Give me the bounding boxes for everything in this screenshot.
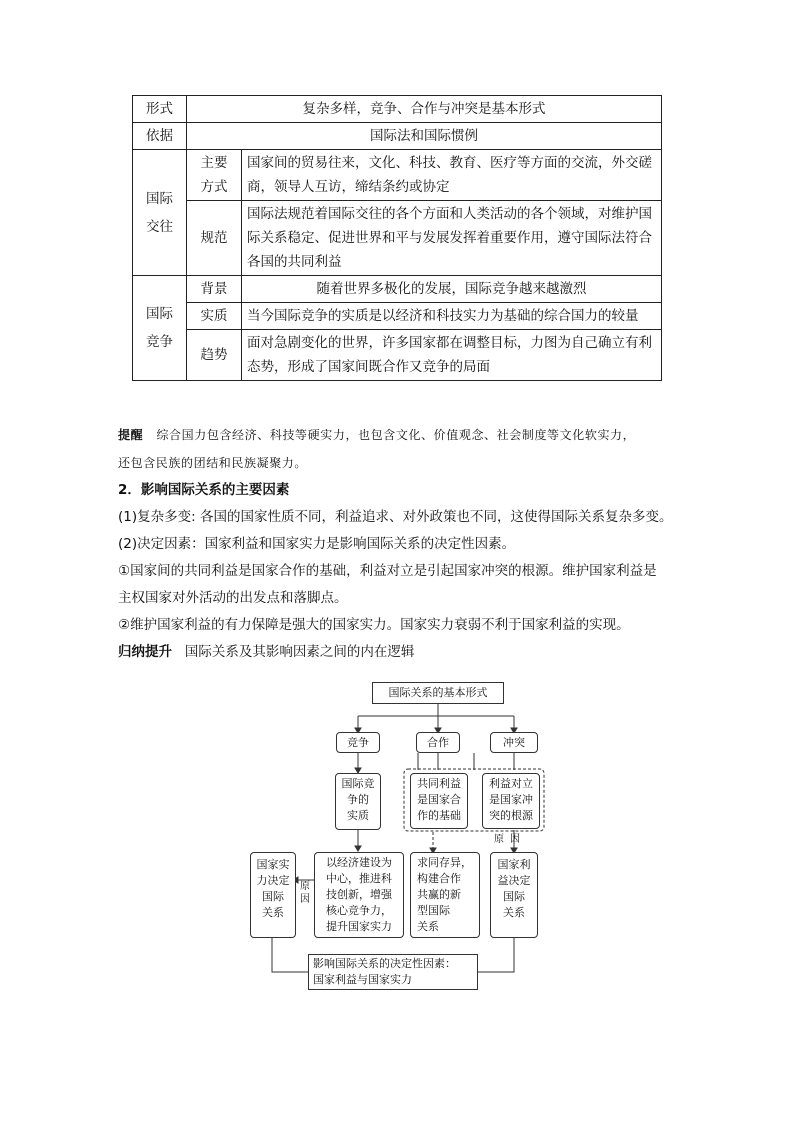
group-label-text: 国际交往 — [146, 190, 173, 235]
box-line: 共同利益 — [417, 777, 461, 790]
box-line: 国家利益与国家实力 — [313, 973, 412, 986]
sub-label: 趋势 — [187, 330, 242, 381]
box-line: 技创新，增强 — [326, 888, 392, 901]
box-line: 影响国际关系的决定性因素： — [313, 957, 456, 970]
paragraph: 主权国家对外活动的出发点和落脚点。 — [118, 590, 348, 606]
label-char: 原 — [300, 881, 310, 892]
box-line: 国家利 — [497, 858, 531, 871]
label-cause: 原因 — [494, 834, 526, 845]
section-heading: 2．影响国际关系的主要因素 — [118, 482, 290, 498]
box-line: 力决定 — [256, 874, 290, 887]
box-line: 提升国家实力 — [326, 920, 392, 933]
box-line: 核心竞争力， — [326, 904, 392, 917]
box-basic-forms: 国际关系的基本形式 — [372, 682, 504, 704]
table-row — [133, 150, 662, 201]
box-line: 是国家合 — [417, 793, 461, 806]
box-line: 作的基础 — [417, 809, 461, 822]
label-char: 因 — [300, 894, 310, 905]
box-interest-decides — [490, 852, 538, 938]
box-conflict: 冲突 — [490, 732, 538, 753]
summary-heading — [118, 641, 414, 663]
box-line: 共赢的新 — [417, 888, 461, 901]
box-line: 国际 — [503, 890, 525, 903]
box-decisive-factors — [308, 954, 478, 990]
box-line: 益决定 — [497, 874, 531, 887]
sub-label — [187, 150, 242, 201]
box-line: 求同存异， — [417, 856, 472, 869]
box-cooperate: 合作 — [416, 732, 460, 753]
box-strength-decides — [250, 852, 296, 938]
label-cause-vertical — [300, 880, 310, 906]
sub-label-text: 主要方式 — [200, 155, 228, 195]
group-label — [133, 276, 187, 381]
box-line: 关系 — [417, 920, 439, 933]
sub-label: 背景 — [187, 276, 242, 303]
box-line: 国家实 — [256, 858, 290, 871]
summary-table — [132, 95, 662, 381]
box-line: 利益对立 — [489, 777, 533, 790]
tip-label: 提醒 — [118, 428, 144, 442]
row-content: 面对急剧变化的世界，许多国家都在调整目标，力图为自己确立有利态势，形成了国家间既合作又竞争的局面 — [242, 330, 662, 381]
box-compete-essence — [335, 773, 381, 830]
box-line: 国际 — [262, 890, 284, 903]
box-line: 中心，推进科 — [326, 872, 392, 885]
box-build-strength — [314, 852, 404, 938]
table-row — [133, 276, 662, 303]
box-line: 争的 — [347, 793, 369, 806]
tip-line-2: 还包含民族的团结和民族凝聚力。 — [118, 456, 308, 470]
group-label — [133, 150, 187, 276]
row-content: 复杂多样，竞争、合作与冲突是基本形式 — [187, 96, 662, 123]
box-opposed-interest — [482, 773, 540, 829]
table-row — [133, 201, 662, 276]
row-content: 国际法规范着国际交往的各个方面和人类活动的各个领域，对维护国际关系稳定、促进世界和平与发展发挥着重要作用，遵守国际法符合各国的共同利益 — [242, 201, 662, 276]
box-line: 突的根源 — [489, 809, 533, 822]
sub-label: 规范 — [187, 201, 242, 276]
row-content: 国家间的贸易往来，文化、科技、教育、医疗等方面的交流，外交磋商，领导人互访，缔结条约或协定 — [242, 150, 662, 201]
logic-diagram — [248, 676, 548, 996]
sub-label: 实质 — [187, 303, 242, 330]
box-line: 型国际 — [417, 904, 450, 917]
tip-text: 综合国力包含经济、科技等硬实力，也包含文化、价值观念、社会制度等文化软实力， — [156, 428, 636, 442]
paragraph: ②维护国家利益的有力保障是强大的国家实力。国家实力衰弱不利于国家利益的实现。 — [118, 617, 630, 633]
box-common-interest — [410, 773, 468, 829]
table-row — [133, 123, 662, 150]
summary-label: 归纳提升 — [118, 644, 172, 660]
tip-line-1 — [118, 424, 635, 446]
box-line: 实质 — [347, 809, 369, 822]
box-line: 是国家冲 — [489, 793, 533, 806]
box-line: 构建合作 — [417, 872, 461, 885]
table-row — [133, 96, 662, 123]
box-line: 国际竞 — [341, 777, 375, 790]
row-label: 依据 — [133, 123, 187, 150]
row-label: 形式 — [133, 96, 187, 123]
row-content: 随着世界多极化的发展，国际竞争越来越激烈 — [242, 276, 662, 303]
box-line: 关系 — [262, 906, 284, 919]
group-label-text: 国际竞争 — [146, 306, 173, 350]
summary-title: 国际关系及其影响因素之间的内在逻辑 — [184, 644, 415, 660]
paragraph: (1)复杂多变: 各国的国家性质不同，利益追求、对外政策也不同，这使得国际关系复杂多变。 — [118, 509, 673, 525]
paragraph: (2)决定因素：国家利益和国家实力是影响国际关系的决定性因素。 — [118, 536, 516, 552]
row-content: 当今国际竞争的实质是以经济和科技实力为基础的综合国力的较量 — [242, 303, 662, 330]
table-row — [133, 330, 662, 381]
paragraph: ①国家间的共同利益是国家合作的基础，利益对立是引起国家冲突的根源。维护国家利益是 — [118, 563, 657, 579]
box-compete: 竞争 — [336, 732, 380, 753]
box-seek-common — [410, 852, 480, 938]
table-row — [133, 303, 662, 330]
box-line: 关系 — [503, 906, 525, 919]
row-content: 国际法和国际惯例 — [187, 123, 662, 150]
box-line: 以经济建设为 — [326, 856, 392, 869]
